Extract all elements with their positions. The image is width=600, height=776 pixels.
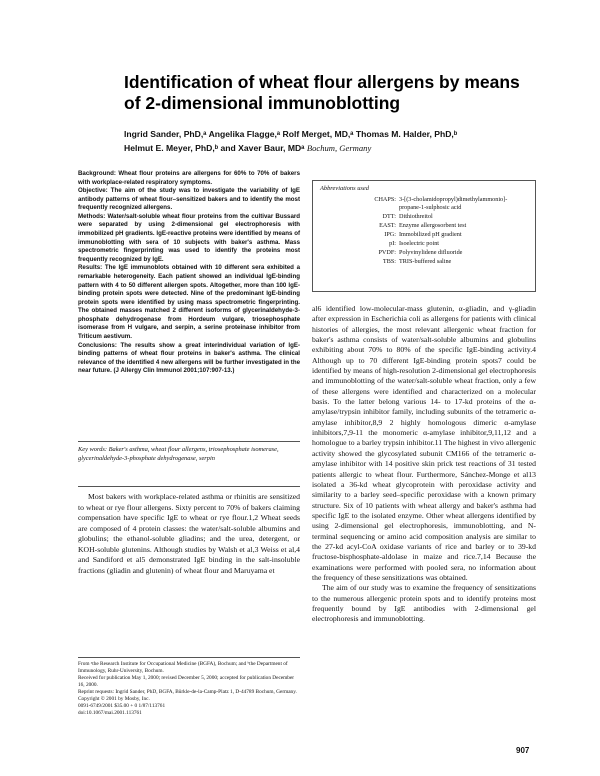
keywords: Key words: Baker's asthma, wheat flour allergens, triosephosphate isomerase, glycerinaldehyde-3-phosphate dehydrogenase, serpin xyxy=(78,446,279,462)
body-text-right-column xyxy=(312,304,536,625)
abstract-citation: (J Allergy Clin Immunol 2001;107:907-13.) xyxy=(113,367,235,375)
page-number: 907 xyxy=(516,746,530,755)
footnote-reprint: Reprint requests: Ingrid Sander, PhD, BGFA, Bürkle-de-la-Camp-Platz 1, D-44789 Bochum, Germany. xyxy=(78,689,297,696)
affiliation: Bochum, Germany xyxy=(306,143,372,153)
abstract-objective: Objective: The aim of the study was to investigate the variability of IgE antibody patterns of wheat flour–sensitized bakers and to identify the most frequently recognized allergens. xyxy=(78,187,300,212)
footnote-affiliations: From ᵃthe Research Institute for Occupational Medicine (BGFA), Bochum; and ᵇthe Department of Immunology, Ruhr-University, Bochum. xyxy=(78,661,288,675)
abbreviation-row: CHAPS: 3-[(3-cholamidopropyl)dimethylammonio]-propane-1-sulphosic acid xyxy=(374,196,508,211)
body-paragraph-2: The aim of our study was to examine the frequency of sensitizations to the numerous allergenic protein spots and to identify proteins most frequently bound by IgE antibodies with 2-dimensional gel electrophoresis and immunoblotting. xyxy=(312,583,536,624)
footnote-doi: doi:10.1067/mai.2001.113761 xyxy=(78,710,142,717)
footnote-copyright: Copyright © 2001 by Mosby, Inc. xyxy=(78,696,150,703)
body-paragraph-1: al6 identified low-molecular-mass glutenin, α-gliadin, and γ-gliadin after expression in Escherichia coli as allergens for patients with clinical histories of allergies, the most relevant allergenic wheat fraction for baker's asthma consists of water/salt-soluble albumins and globulins exhibiting about 70% to 80% of the specific IgE-binding activity.4 Although up to 70 different IgE-binding protein spots7 could be identified by means of high-resolution 2-dimensional gel electrophoresis and immunoblotting of the water/salt-soluble wheat fraction, only a few of these allergens were identified and characterized on a molecular basis. To the latter belong various 14- to 17-kd proteins of the α-amylase/trypsin inhibitor family, including subunits of the tetrameric α-amylase inhibitor,8,9 2 highly homologous dimeric α-amylase inhibitors,7,9-11 the monomeric α-amylase inhibitor,9,11,12 and a homologue to a barley trypsin inhibitor.11 The highest in vivo allergenic activity showed the glycosylated subunit CM166 of the tetrameric α-amylase inhibitor with 14 positive skin prick test reactions of 31 tested patients allergic to wheat flour. Furthermore, Sánchez-Monge et al13 isolated a 36-kd wheat glycoprotein with peroxidase activity and similarity to a barley seed–specific peroxidase with a known primary structure. Six of 10 patients with wheat allergy and baker's asthma had specific IgE to the isolated enzyme. Other wheat allergens identified by using 2-dimensional gel electrophoresis, immunoblotting, and N-terminal sequencing or amino acid composition analysis are similar to the 27-kd acyl-CoA oxidase variants of rice and barley or to 39-kd fructose-bisphosphate-aldolase in maize and rice.7,14 Because the examinations were performed with pooled sera, no information about the frequency of these sensitizations was obtained. xyxy=(312,304,536,582)
author-line-2: Helmut E. Meyer, PhD,ᵇ and Xaver Baur, MDᵃ Bochum, Germany xyxy=(124,143,372,153)
intro-paragraph: Most bakers with workplace-related asthma or rhinitis are sensitized to wheat or rye flour allergens. Sixty percent to 70% of bakers claiming compensation have specific IgE to wheat or rye flour.1,2 Wheat seeds are composed of 4 protein classes: the water/salt-soluble albumins and globulins; the ethanol-soluble gliadins; and the urea, detergent, or KOH-soluble glutenins. Although studies by Walsh et al,3 Weiss et al,4 and Sandiford et al5 demonstrated IgE binding in the salt-insoluble fractions (gliadin and glutenin) of wheat flour and Maruyama et xyxy=(78,492,300,575)
article-title: Identification of wheat flour allergens by means of 2-dimensional immunoblotting xyxy=(124,72,520,113)
footnote-received: Received for publication May 1, 2000; revised December 5, 2000; accepted for publication December 16, 2000. xyxy=(78,675,295,689)
footnote-rule xyxy=(78,657,300,658)
footnotes xyxy=(78,661,300,717)
abstract-methods: Methods: Water/salt-soluble wheat flour proteins from the cultivar Bussard were separated by using 2-dimensional gel electrophoresis with immobilized pH gradients. IgE-reactive proteins were identified by means of immunoblotting with sera of 10 subjects with baker's asthma. Mass spectrometric fingerprinting was used to identify the proteins most frequently recognized by IgE. xyxy=(78,212,300,263)
abbreviations-title: Abbreviations used xyxy=(320,185,369,192)
footnote-issn: 0091-6749/2001 $35.00 + 0 1/87/113761 xyxy=(78,703,166,710)
author-list xyxy=(124,127,544,155)
keywords-bottom-rule xyxy=(78,486,300,487)
abstract-conclusions: Conclusions: The results show a great interindividual variation of IgE-binding patterns of wheat flour proteins in baker's asthma. The clinical relevance of the identified 4 new allergens will be further investigated in the near future. (J Allergy Clin Immunol 2001;107:907-13.) xyxy=(78,341,300,375)
author-line-1: Ingrid Sander, PhD,ᵃ Angelika Flagge,ᵃ Rolf Merget, MD,ᵃ Thomas M. Halder, PhD,ᵇ xyxy=(124,129,458,139)
keywords-top-rule xyxy=(78,441,300,442)
abstract xyxy=(78,170,300,376)
abstract-background: Background: Wheat flour proteins are allergens for 60% to 70% of bakers with workplace-related respiratory symptoms. xyxy=(78,170,300,186)
abbreviations-list: CHAPS: 3-[(3-cholamidopropyl)dimethylammonio]-propane-1-sulphosic acid DTT: Dithiothreitol EAST: Enzyme allergosorbent test IPG: Immobilized pH gradient pI: Isoelectric point PVDF: Polyvinylidene difluoride TBS: TRIS-buffered saline xyxy=(312,196,534,290)
abstract-results: Results: The IgE immunoblots obtained with 10 different sera exhibited a remarkable heterogeneity. Each patient showed an individual IgE-binding pattern with 4 to 50 different allergen spots. Altogether, more than 100 IgE-binding protein spots were detected. Nine of the predominant IgE-binding protein spots were identified by using mass spectrometric fingerprinting. The obtained masses matched 2 different isoforms of glycerinaldehyde-3-phosphate dehydrogenase from Hordeum vulgare, triosephosphate isomerase from H vulgare, and serpin, a serine proteinase inhibitor from Triticum aestivum. xyxy=(78,264,300,340)
body-text-left-column xyxy=(78,492,300,576)
